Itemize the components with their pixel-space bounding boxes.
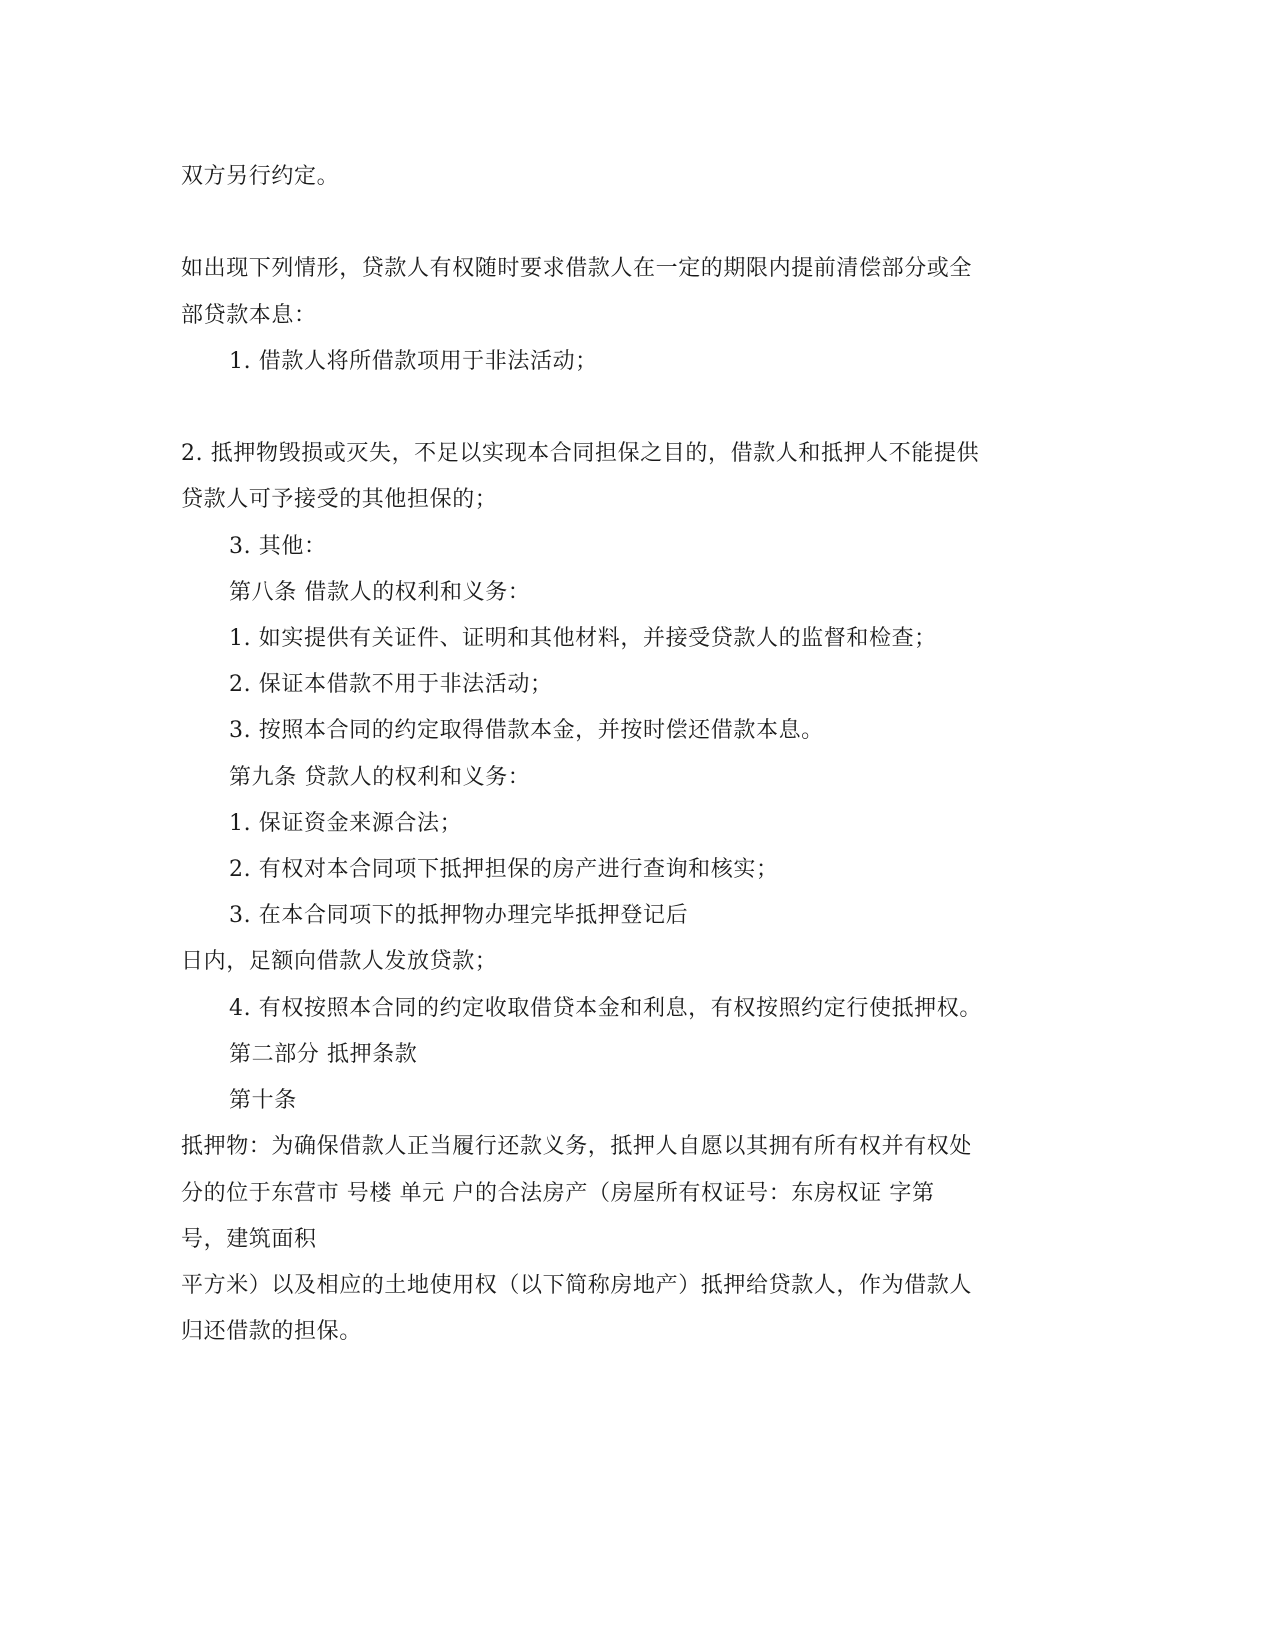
text-line: 抵押物：为确保借款人正当履行还款义务，抵押人自愿以其拥有所有权并有权处 xyxy=(181,1134,973,1159)
text-line: 如出现下列情形，贷款人有权随时要求借款人在一定的期限内提前清偿部分或全 xyxy=(181,256,973,281)
section-heading: 第二部分 抵押条款 xyxy=(229,1042,418,1067)
text-line: 日内，足额向借款人发放贷款； xyxy=(181,949,498,974)
text-line: 平方米）以及相应的土地使用权（以下简称房地产）抵押给贷款人，作为借款人 xyxy=(181,1273,973,1298)
article-heading: 第八条 借款人的权利和义务： xyxy=(229,580,531,605)
list-item: 3. 按照本合同的约定取得借款本金，并按时偿还借款本息。 xyxy=(229,718,824,743)
text-line: 双方另行约定。 xyxy=(181,164,340,189)
list-item: 2. 有权对本合同项下抵押担保的房产进行查询和核实； xyxy=(229,857,779,882)
text-line: 分的位于东营市 号楼 单元 户的合法房产（房屋所有权证号：东房权证 字第 xyxy=(181,1181,935,1206)
text-line: 归还借款的担保。 xyxy=(181,1319,362,1344)
list-item: 1. 如实提供有关证件、证明和其他材料，并接受贷款人的监督和检查； xyxy=(229,626,937,651)
list-item: 2. 抵押物毁损或灭失，不足以实现本合同担保之目的，借款人和抵押人不能提供 xyxy=(181,441,980,466)
list-item: 3. 在本合同项下的抵押物办理完毕抵押登记后 xyxy=(229,903,689,928)
text-line: 贷款人可予接受的其他担保的； xyxy=(181,487,498,512)
text-line: 部贷款本息： xyxy=(181,303,317,328)
list-item: 4. 有权按照本合同的约定收取借贷本金和利息，有权按照约定行使抵押权。 xyxy=(229,996,982,1021)
article-heading: 第九条 贷款人的权利和义务： xyxy=(229,765,531,790)
article-heading: 第十条 xyxy=(229,1088,297,1113)
list-item: 1. 保证资金来源合法； xyxy=(229,811,463,836)
list-item: 1. 借款人将所借款项用于非法活动； xyxy=(229,349,598,374)
text-line: 号，建筑面积 xyxy=(181,1227,317,1252)
list-item: 3. 其他： xyxy=(229,534,327,559)
list-item: 2. 保证本借款不用于非法活动； xyxy=(229,672,553,697)
